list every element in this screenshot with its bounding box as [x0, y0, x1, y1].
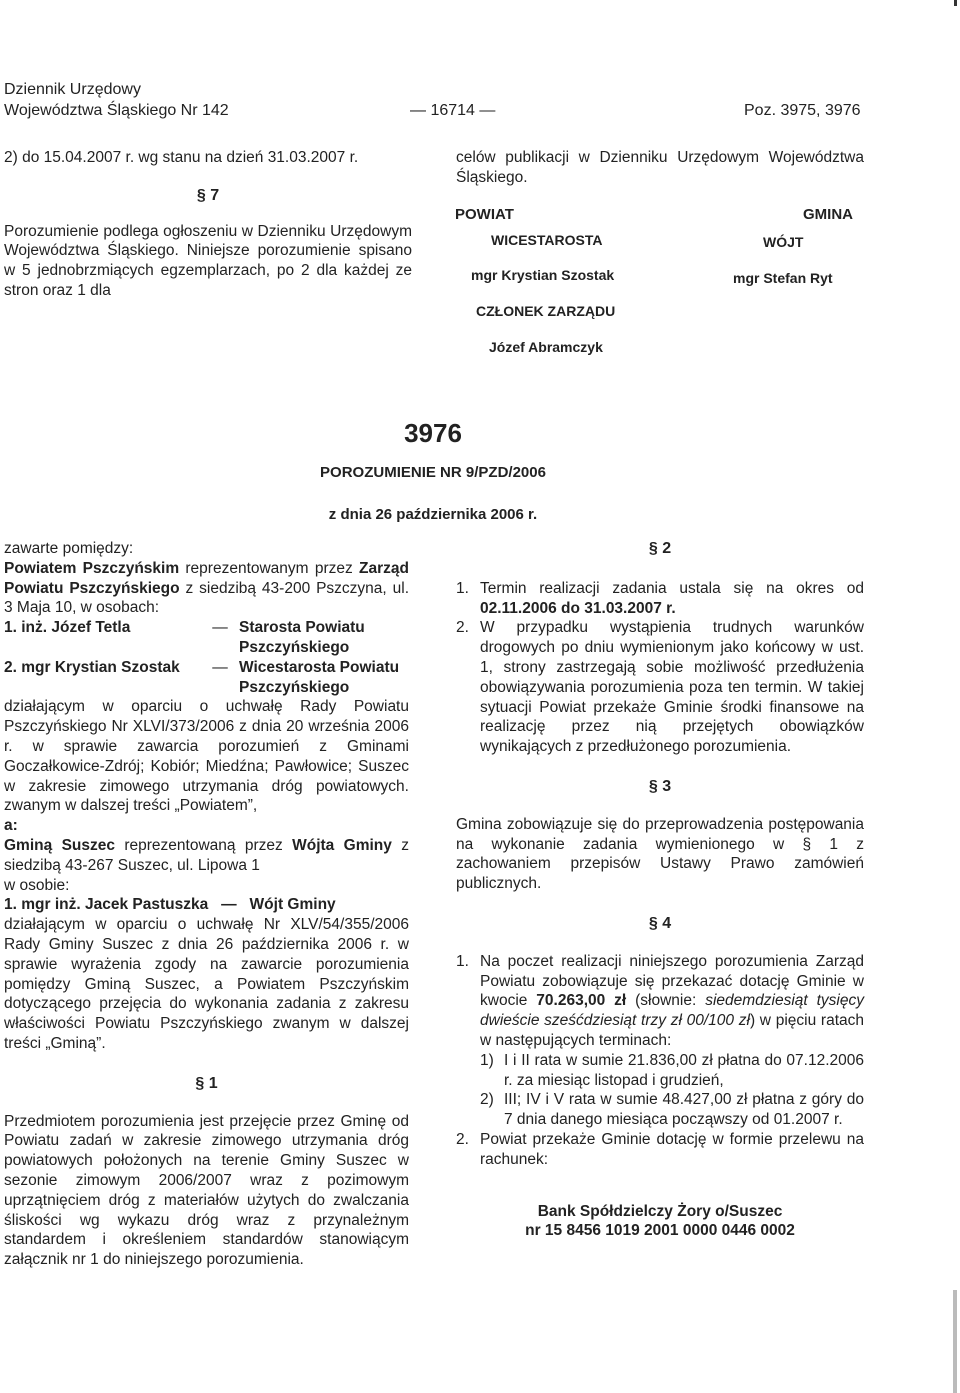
gmina-party: [4, 836, 409, 876]
paragraph-3-heading: § 3: [648, 777, 672, 795]
person-num: 2. mgr: [4, 658, 51, 676]
person-dash: —: [212, 619, 228, 637]
wojt-num: 1. mgr inż.: [4, 896, 81, 914]
sig-czlonek-name: Józef Abramczyk: [489, 339, 603, 355]
prev-left-column: [4, 148, 412, 301]
rate-text: III; IV i V rata w sumie 48.427,00 zł płatna z góry do 7 dnia danego miesiąca począwszy od 01.2007 r.: [504, 1091, 864, 1129]
p2-item-1: [456, 579, 864, 619]
sig-gmina-label: GMINA: [803, 206, 853, 223]
rate-num: 2): [480, 1091, 494, 1109]
journal-name-line2: Województwa Śląskiego Nr 142: [4, 102, 229, 119]
powiat-board: Zarząd Powiatu Pszczyńskiego: [4, 559, 409, 597]
wojt-name: Jacek Pastuszka: [84, 896, 209, 914]
p2-item-2: [456, 618, 864, 757]
parties-intro: zawarte pomiędzy:: [4, 540, 134, 557]
paragraph-2-heading: § 2: [648, 540, 672, 557]
scan-edge-mark: [953, 1290, 957, 1393]
p4-item-2: [456, 1130, 864, 1170]
person-role: Wicestarosta Powiatu Pszczyńskiego: [239, 658, 400, 696]
bank-name: Bank Spółdzielczy Żory o/Suszec: [537, 1202, 783, 1220]
person-name: Krystian Szostak: [54, 658, 180, 676]
right-column: [456, 539, 864, 1241]
p4-item-1-num: 1.: [456, 952, 469, 970]
p4-slownie: (słownie:: [626, 992, 706, 1010]
p2-item-1-dates: 02.11.2006 do 31.03.2007 r.: [480, 599, 676, 617]
p2-item-1-text: Termin realizacji zadania ustala się na okres od: [480, 579, 864, 597]
paragraph-1-text: Przedmiotem porozumienia jest przejęcie przez Gminę od Powiatu zadań w zakresie zimowego utrzymania dróg powiatowych położonych na terenie Gminy Suszec w sezonie zimowym 2006/2007 wraz z pozimowym uprzątnięciem dróg z materiałów użytych do zwalczania śliskości wg wykazu dróg wraz z przynależnym standardem i określeniem standardów stanowiącym załącznik nr 1 do niniejszego porozumienia.: [4, 1112, 409, 1269]
page-number: — 16714 —: [410, 102, 496, 119]
document-title: POROZUMIENIE NR 9/PZD/2006: [320, 464, 546, 481]
prev-para7-text: Porozumienie podlega ogłoszeniu w Dzienniku Urzędowym Województwa Śląskiego. Niniejsze porozumienie spisano w 5 jednobrzmiących egzemplarzach, po 2 dla każdej ze stron oraz 1 dla: [4, 222, 412, 299]
prev-item-2: 2) do 15.04.2007 r. wg stanu na dzień 31.03.2007 r.: [4, 149, 359, 166]
wojt-row: [4, 895, 409, 915]
rate-text: I i II rata w sumie 21.836,00 zł płatna do 07.12.2006 r. za miesiąc listopad i grudzień,: [504, 1051, 864, 1089]
paragraph-1-heading: § 1: [195, 1074, 218, 1092]
gmina-representative: Wójta Gminy: [292, 836, 392, 854]
paragraph-4-heading: § 4: [648, 914, 672, 932]
wojt-role: Wójt Gminy: [249, 896, 336, 914]
person-dash: —: [212, 658, 228, 676]
gmina-address: z siedzibą 43-267 Suszec, ul. Lipowa 1: [4, 836, 409, 874]
powiat-name: Powiatem Pszczyńskim: [4, 559, 180, 577]
left-column: [4, 539, 409, 1270]
gmina-basis: działającym w oparciu o uchwałę Nr XLV/54/355/2006 Rady Gminy Suszec z dnia 26 października 2006 r. w sprawie wyrażenia zgody na zawarcie porozumienia pomiędzy Gminą Suszec, a Powiatem Pszczyńskim dotyczącego przejęcia do wykonania zadania z zakresu właściwości Powiatu Pszczyńskiego zwanym w dalszej treści „Gminą”.: [4, 916, 409, 1052]
p2-item-1-num: 1.: [456, 579, 469, 597]
sig-wicestarosta-name: mgr Krystian Szostak: [471, 267, 615, 283]
scan-edge-mark: [954, 0, 957, 6]
in-person-label: w osobie:: [4, 876, 70, 894]
document-number: 3976: [404, 418, 462, 448]
person-num: 1. inż.: [4, 619, 48, 637]
p4-item-2-text: Powiat przekaże Gminie dotację w formie przelewu na rachunek:: [480, 1130, 864, 1168]
document-date: z dnia 26 października 2006 r.: [328, 506, 538, 523]
person-row: [4, 658, 409, 698]
p4-item-2-num: 2.: [456, 1130, 469, 1148]
p4-amount: 70.263,00 zł: [536, 992, 627, 1010]
p2-item-2-text: W przypadku wystąpienia trudnych warunków drogowych po dniu wymienionym jako końcowy w ust. 1, strony zastrzegają sobie możliwość przedłużenia obowiązywania porozumienia poza ten termin. W takiej sytuacji Powiat przekaże Gminie środki finansowe na realizację przez nią przejętych obowiązków wynikających z przedłużonego porozumienia.: [480, 619, 864, 756]
powiat-basis: działającym w oparciu o uchwałę Rady Powiatu Pszczyńskiego Nr XLVI/373/2006 z dnia 20 września 2006 r. w sprawie zawarcia porozumień z Gminami Goczałkowice-Zdrój; Kobiór; Miedźna; Pawłowice; Suszec w zakresie zimowego utrzymania dróg powiatowych. zwanym w dalszej treści „Powiatem”,: [4, 698, 409, 815]
journal-name-line1: Dziennik Urzędowy: [4, 81, 141, 98]
person-role: Starosta Powiatu Pszczyńskiego: [239, 619, 365, 656]
paragraph-7-heading: § 7: [196, 186, 220, 204]
sig-wicestarosta-title: WICESTAROSTA: [491, 232, 603, 248]
person-row: [4, 618, 409, 658]
person-name: Józef Tetla: [51, 619, 131, 637]
p4-item-1-rest: ) w pięciu ratach w następujących terminach:: [480, 1012, 864, 1049]
sig-wojt-name: mgr Stefan Ryt: [733, 270, 833, 286]
p2-item-2-num: 2.: [456, 619, 469, 637]
and-label: a:: [4, 817, 18, 835]
sig-powiat-label: POWIAT: [455, 206, 514, 223]
p4-item-1-text: Na poczet realizacji niniejszego porozumienia Zarząd Powiatu zobowiązuje się przekazać dotację Gminie w kwocie: [480, 952, 864, 1010]
rate-num: 1): [480, 1051, 494, 1069]
wojt-dash: —: [221, 896, 237, 914]
rate-item: [456, 1051, 864, 1091]
powiat-party: [4, 559, 409, 618]
p4-amount-words: siedemdziesiąt tysięcy dwieście sześćdziesiąt trzy zł 00/100 zł: [480, 992, 865, 1030]
bank-account: nr 15 8456 1019 2001 0000 0446 0002: [525, 1222, 795, 1240]
paragraph-3-text: Gmina zobowiązuje się do przeprowadzenia postępowania na wykonanie zadania wymienionego w § 1 z zachowaniem przepisów Ustawy Prawo zamówień publicznych.: [456, 815, 864, 893]
sig-wojt-title: WÓJT: [763, 234, 804, 250]
powiat-address: z siedzibą 43-200 Pszczyna, ul. 3 Maja 10, w osobach:: [4, 579, 409, 617]
p4-item-1: [456, 952, 864, 1051]
rate-item: [456, 1090, 864, 1130]
gmina-mid: reprezentowaną przez: [115, 836, 293, 854]
prev-right-column: [456, 148, 864, 188]
sig-czlonek-title: CZŁONEK ZARZĄDU: [476, 303, 616, 319]
powiat-mid: reprezentowanym przez: [179, 559, 360, 577]
prev-right-text: celów publikacji w Dzienniku Urzędowym Województwa Śląskiego.: [456, 149, 864, 186]
position-number: Poz. 3975, 3976: [744, 102, 861, 119]
gmina-name: Gminą Suszec: [4, 836, 115, 854]
